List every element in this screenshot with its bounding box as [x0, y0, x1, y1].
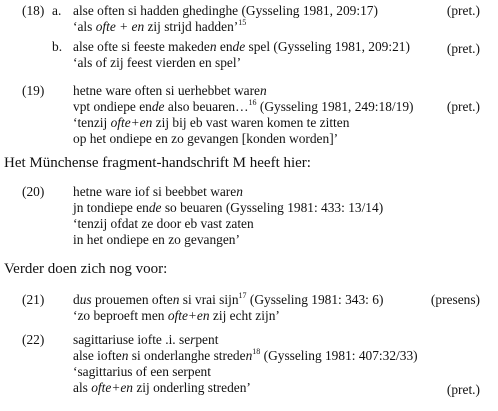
- tense-tag: (presens): [430, 292, 480, 307]
- footnote-ref: 18: [252, 347, 261, 356]
- sub-label-b: b.: [52, 39, 63, 54]
- example-20-gloss2: in het ondiepe en zo gevangen’: [73, 232, 240, 247]
- footnote-ref: 17: [238, 291, 247, 300]
- example-18b-gloss: ‘als of zij feest vierden en spel’: [73, 55, 242, 70]
- tense-tag: (pret.): [446, 3, 480, 18]
- example-19-line1: hetne ware often si uerhebbet waren: [73, 83, 267, 98]
- example-20-line2: jn tondiepe ende so beuaren (Gysseling 1981: 433: 13/14): [73, 200, 384, 215]
- example-22-gloss1: ‘sagittarius of een serpent: [73, 364, 211, 379]
- example-18b-text: alse ofte si feeste makeden ende spel (Gysseling 1981, 209:21): [73, 39, 410, 54]
- tense-tag: (pret.): [446, 382, 480, 397]
- example-number: (19): [22, 83, 45, 98]
- example-number: (22): [22, 332, 45, 347]
- body-paragraph: Verder doen zich nog voor:: [4, 261, 168, 277]
- example-21-line1: dus prouemen often si vrai sijn$^{17}$ (Gysseling 1981: 343: 6): [73, 291, 384, 307]
- footnote-ref: 16: [248, 98, 257, 107]
- example-21-gloss: ‘zo beproeft men ofte+en zij echt zijn’: [73, 308, 280, 323]
- body-paragraph: Het Münchense fragment-handschrift M heeft hier:: [4, 155, 311, 171]
- example-22-gloss2: als ofte+en zij onderling streden’: [73, 380, 251, 395]
- example-19-gloss2: op het ondiepe en zo gevangen [konden worden]’: [73, 131, 339, 146]
- example-20-line1: hetne ware iof si beebbet waren: [73, 184, 243, 199]
- example-19-line2: vpt ondiepe ende also beuaren…$^{16}$ (Gysseling 1981, 249:18/19): [73, 98, 414, 114]
- sub-label-a: a.: [52, 3, 62, 18]
- example-18a-gloss: ‘als ofte + en zij strijd hadden’$^{15}$: [73, 18, 247, 34]
- tense-tag: (pret.): [446, 99, 480, 114]
- example-number: (20): [22, 184, 45, 199]
- example-20-gloss1: ‘tenzij ofdat ze door eb vast zaten: [73, 216, 254, 231]
- tense-tag: (pret.): [446, 41, 480, 56]
- example-22-line1: sagittariuse iofte .i. serpent: [73, 332, 219, 347]
- example-22-line2: alse ioften si onderlanghe streden$^{18}$ (Gysseling 1981: 407:32/33): [73, 347, 418, 363]
- example-19-gloss1: ‘tenzij ofte+en zij bij eb vast waren komen te zitten: [73, 115, 350, 130]
- footnote-ref: 15: [238, 18, 247, 27]
- example-number: (21): [22, 292, 45, 307]
- example-number: (18): [22, 3, 45, 18]
- example-18a-text: alse often si hadden ghedinghe (Gysseling 1981, 209:17): [73, 3, 378, 18]
